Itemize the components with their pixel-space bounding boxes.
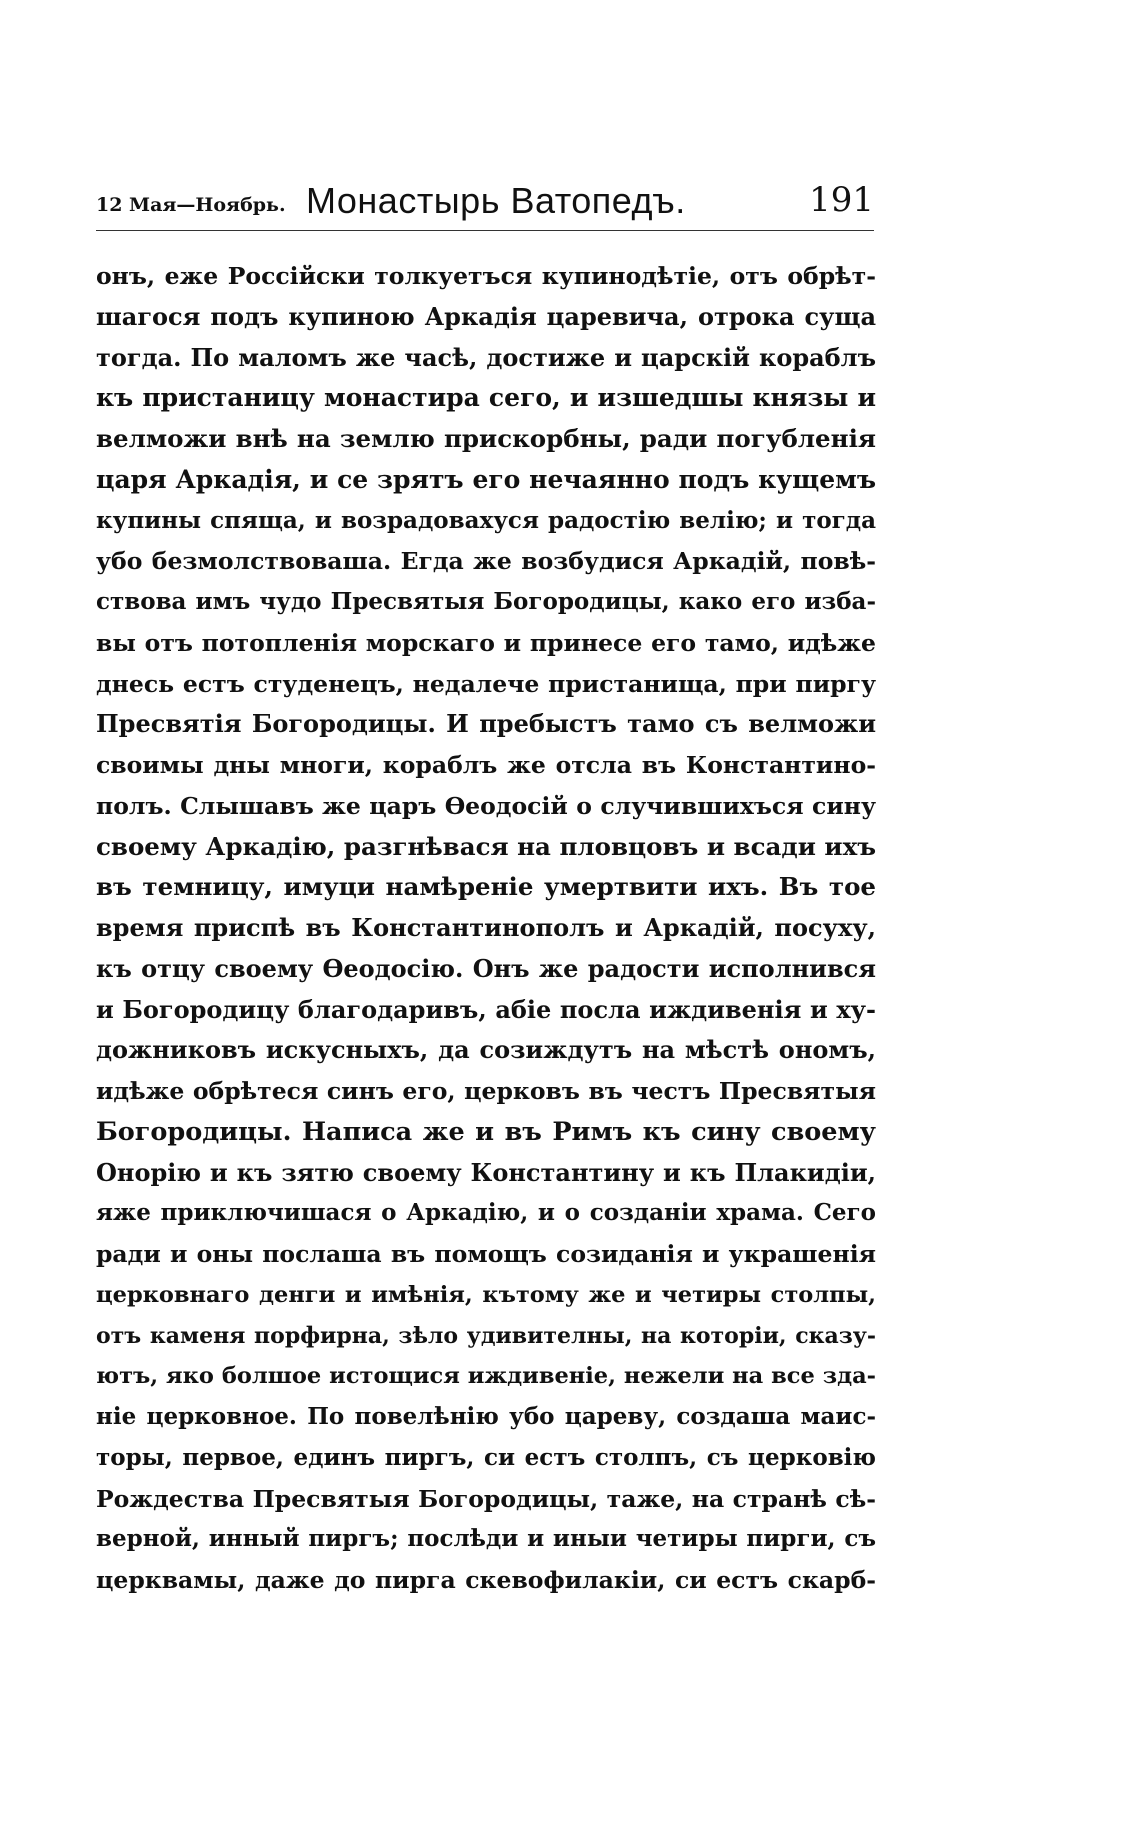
text-line: своему Аркадію, разгнѣвася на пловцовъ и всади ихъ [96,831,876,861]
body-text [96,256,876,1601]
text-line: Богородицы. Написа же и въ Римъ къ сину своему [96,1116,876,1147]
text-line: церковнаго денги и имѣнія, кътому же и четиры столпы, [96,1281,876,1308]
text-line: ютъ, яко болшое истощися иждивеніе, нежели на все зда- [96,1363,876,1390]
text-line: Пресвятія Богородицы. И пребыстъ тамо съ велможи [96,709,876,739]
header-title: Монастырь Ватопедъ. [306,180,686,221]
text-line: вы отъ потопленія морскаго и принесе его тамо, идѣже [96,628,876,657]
text-line: яже приключишася о Аркадію, и о созданіи храма. Сего [96,1199,876,1227]
text-line: купины спяща, и возрадовахуся радостію велію; и тогда [96,506,876,534]
text-line: царя Аркадія, и се зрятъ его нечаянно подъ кущемъ [96,464,876,494]
header-divider [96,230,874,231]
text-line: отъ каменя порфирна, зѣло удивителны, на которіи, сказу- [96,1322,876,1349]
text-line: въ темницу, имуци намѣреніе умертвити ихъ. Въ тое [96,872,876,902]
text-line: своимы дны многи, кораблъ же отсла въ Константино- [96,751,876,779]
text-line: убо безмолствоваша. Егда же возбудися Аркадій, повѣ- [96,547,876,576]
text-line: велможи внѣ на землю прискорбны, ради погубленія [96,424,876,453]
text-line: ствова имъ чудо Пресвятыя Богородицы, како его изба- [96,588,876,615]
text-line: полъ. Слышавъ же царъ Ѳеодосій о случившихъся сину [96,791,876,820]
text-line: къ пристаницу монастира сего, и изшедшы князы и [96,383,876,413]
text-line: и Богородицу благодаривъ, абіе посла иждивенія и ху- [96,994,876,1024]
running-header [96,176,874,228]
text-line: торы, первое, единъ пиргъ, си естъ столпъ, съ церковію [96,1443,876,1471]
text-line: къ отцу своему Ѳеодосію. Онъ же радости исполнився [96,953,876,983]
text-line: тогда. По маломъ же часѣ, достиже и царскій кораблъ [96,342,876,372]
text-line: идѣже обрѣтеся синъ его, церковъ въ честъ Пресвятыя [96,1077,876,1105]
text-line: дожниковъ искусныхъ, да созиждутъ на мѣстѣ ономъ, [96,1035,876,1065]
text-line: время приспѣ въ Константинополъ и Аркадій, посуху, [96,913,876,942]
header-date-range: 12 Мая—Ноябрь. [96,194,286,216]
text-line: ніе церковное. По повелѣнію убо цареву, создаша маис- [96,1403,876,1430]
text-line: ради и оны послаша въ помощъ созиданія и украшенія [96,1240,876,1268]
page-number: 191 [809,180,874,220]
text-line: онъ, еже Россійски толкуетъся купинодѣтіе, отъ обрѣт- [96,262,876,290]
text-line: днесь естъ студенецъ, недалече пристанища, при пиргу [96,669,876,698]
text-line: Рождества Пресвятыя Богородицы, таже, на странѣ сѣ- [96,1484,876,1513]
text-line: верной, инный пиргъ; послѣди и иныи четиры пирги, съ [96,1525,876,1553]
text-line: шагося подъ купиною Аркадія царевича, отрока суща [96,301,876,331]
text-line: церквамы, даже до пирга скевофилакіи, си естъ скарб- [96,1566,876,1594]
text-line: Онорію и къ зятю своему Константину и къ Плакидіи, [96,1157,876,1187]
